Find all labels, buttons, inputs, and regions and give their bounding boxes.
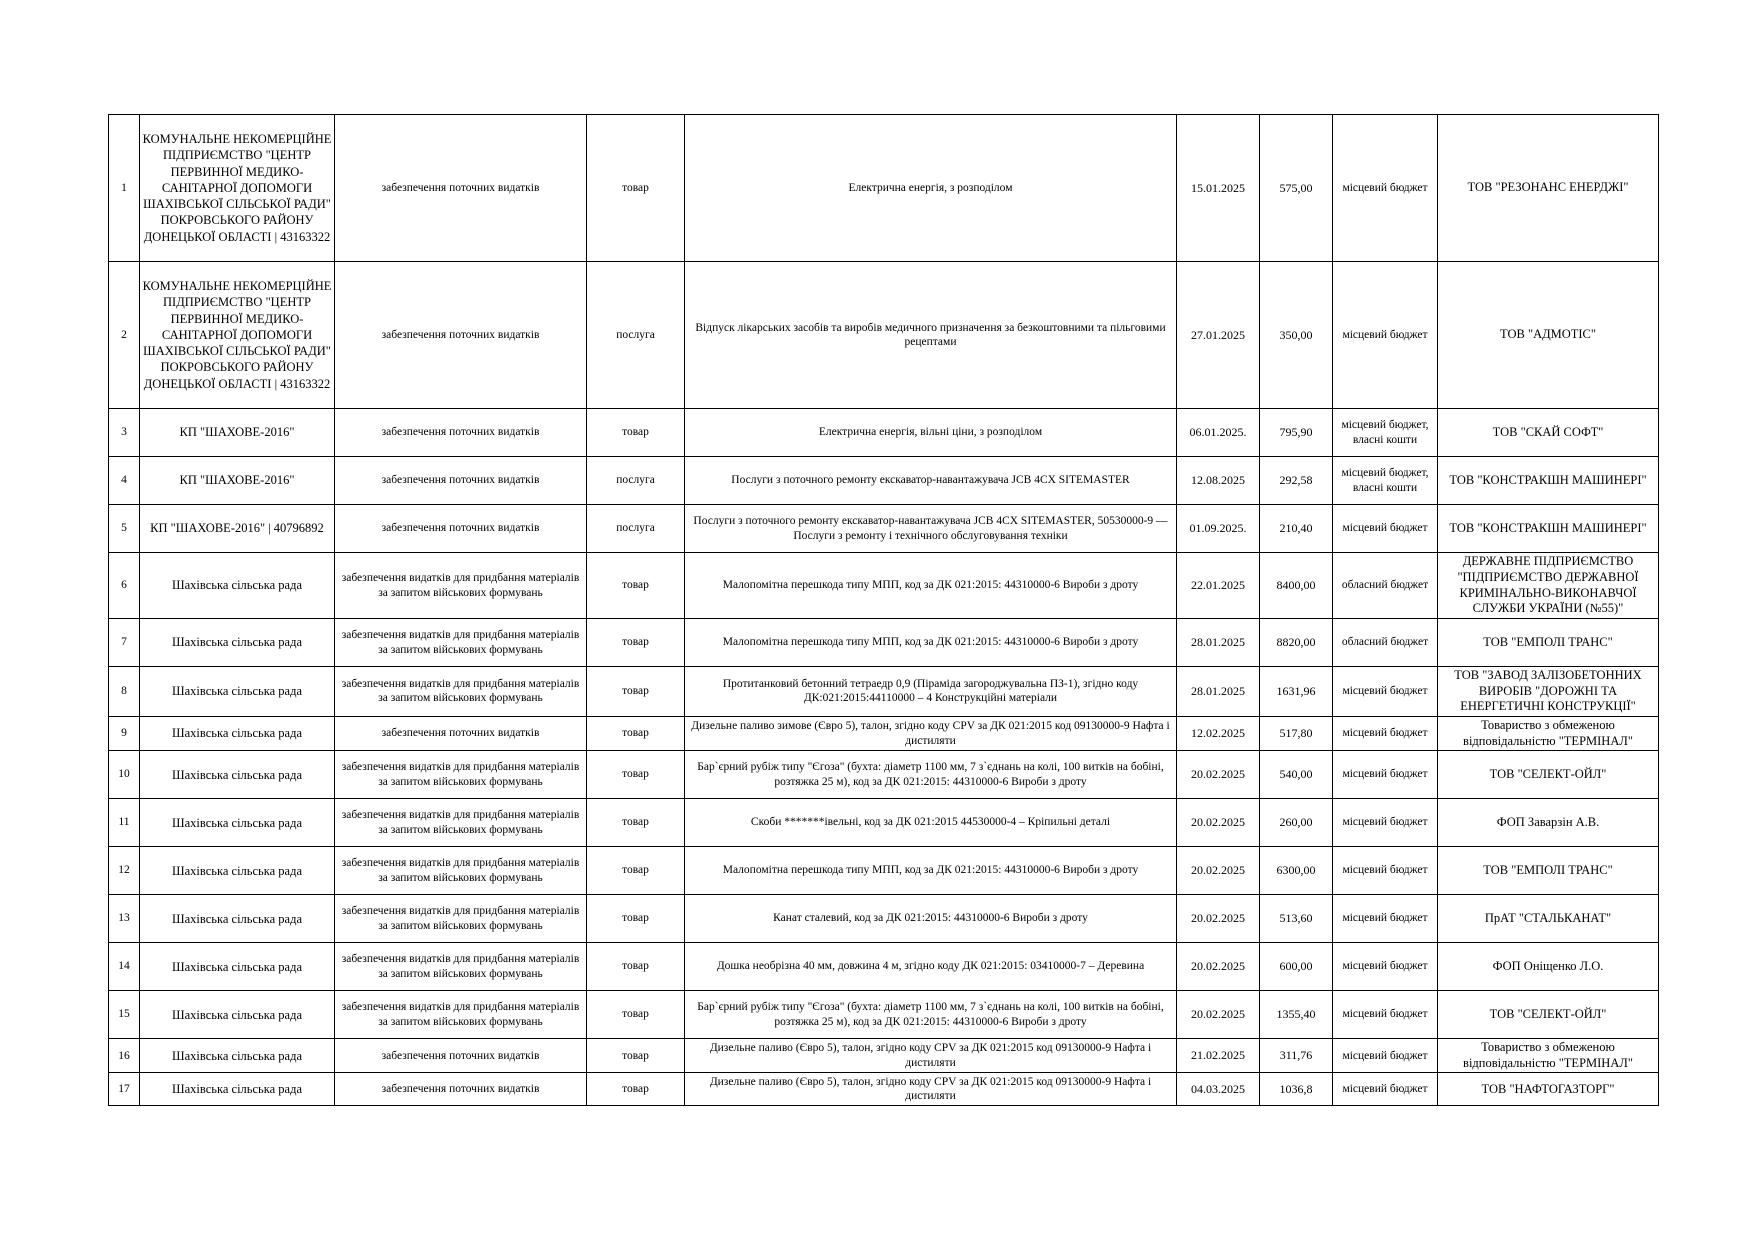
purpose: забезпечення видатків для придбання матеріалів за запитом військових формувань (335, 619, 587, 667)
contract-sum: 260,00 (1260, 799, 1333, 847)
contract-date: 28.01.2025 (1177, 667, 1260, 717)
purpose: забезпечення поточних видатків (335, 1073, 587, 1106)
table-row (109, 667, 1659, 717)
row-number: 8 (109, 667, 140, 717)
purpose: забезпечення поточних видатків (335, 457, 587, 505)
row-number: 1 (109, 115, 140, 262)
row-number: 11 (109, 799, 140, 847)
item-type: товар (587, 991, 685, 1039)
funding-source: місцевий бюджет (1333, 716, 1438, 750)
customer-org: Шахівська сільська рада (140, 991, 335, 1039)
contract-sum: 292,58 (1260, 457, 1333, 505)
item-type: товар (587, 553, 685, 619)
row-number: 15 (109, 991, 140, 1039)
contract-sum: 210,40 (1260, 505, 1333, 553)
customer-org: КП "ШАХОВЕ-2016" | 40796892 (140, 505, 335, 553)
supplier: Товариство з обмеженою відповідальністю "ТЕРМІНАЛ" (1438, 716, 1659, 750)
purpose: забезпечення видатків для придбання матеріалів за запитом військових формувань (335, 991, 587, 1039)
row-number: 10 (109, 751, 140, 799)
funding-source: обласний бюджет (1333, 553, 1438, 619)
procurement-subject: Бар`єрний рубіж типу "Єгоза" (бухта: діаметр 1100 мм, 7 з`єднань на колі, 100 витків на бобіні, розтяжка 25 м), код за ДК 021:2015: 44310000-6 Вироби з дроту (685, 991, 1177, 1039)
item-type: товар (587, 619, 685, 667)
procurement-subject: Дошка необрізна 40 мм, довжина 4 м, згідно коду ДК 021:2015: 03410000-7 – Деревина (685, 943, 1177, 991)
item-type: послуга (587, 457, 685, 505)
row-number: 4 (109, 457, 140, 505)
contract-sum: 8820,00 (1260, 619, 1333, 667)
purpose: забезпечення видатків для придбання матеріалів за запитом військових формувань (335, 799, 587, 847)
customer-org: Шахівська сільська рада (140, 847, 335, 895)
purpose: забезпечення видатків для придбання матеріалів за запитом військових формувань (335, 895, 587, 943)
procurement-subject: Дизельне паливо (Євро 5), талон, згідно коду CPV за ДК 021:2015 код 09130000-9 Нафта і дистиляти (685, 1073, 1177, 1106)
contract-sum: 513,60 (1260, 895, 1333, 943)
procurement-subject: Бар`єрний рубіж типу "Єгоза" (бухта: діаметр 1100 мм, 7 з`єднань на колі, 100 витків на бобіні, розтяжка 25 м), код за ДК 021:2015: 44310000-6 Вироби з дроту (685, 751, 1177, 799)
contract-sum: 1355,40 (1260, 991, 1333, 1039)
table-row (109, 943, 1659, 991)
funding-source: місцевий бюджет (1333, 799, 1438, 847)
table-row (109, 409, 1659, 457)
contract-sum: 311,76 (1260, 1039, 1333, 1073)
procurement-subject: Скоби *******івельні, код за ДК 021:2015 44530000-4 – Кріпильні деталі (685, 799, 1177, 847)
funding-source: місцевий бюджет (1333, 667, 1438, 717)
contract-sum: 1036,8 (1260, 1073, 1333, 1106)
customer-org: Шахівська сільська рада (140, 799, 335, 847)
supplier: ТОВ "ЗАВОД ЗАЛІЗОБЕТОННИХ ВИРОБІВ "ДОРОЖНІ ТА ЕНЕРГЕТИЧНІ КОНСТРУКЦІЇ" (1438, 667, 1659, 717)
contract-date: 27.01.2025 (1177, 262, 1260, 409)
supplier: ТОВ "ЕМПОЛІ ТРАНС" (1438, 847, 1659, 895)
procurement-subject: Дизельне паливо зимове (Євро 5), талон, згідно коду CPV за ДК 021:2015 код 09130000-9 Нафта і дистиляти (685, 716, 1177, 750)
contract-date: 20.02.2025 (1177, 991, 1260, 1039)
customer-org: Шахівська сільська рада (140, 1039, 335, 1073)
supplier: ТОВ "КОНСТРАКШН МАШИНЕРІ" (1438, 457, 1659, 505)
contract-sum: 600,00 (1260, 943, 1333, 991)
customer-org: Шахівська сільська рада (140, 619, 335, 667)
purpose: забезпечення видатків для придбання матеріалів за запитом військових формувань (335, 847, 587, 895)
table-row (109, 457, 1659, 505)
procurement-subject: Канат сталевий, код за ДК 021:2015: 44310000-6 Вироби з дроту (685, 895, 1177, 943)
customer-org: КП "ШАХОВЕ-2016" (140, 409, 335, 457)
customer-org: КОМУНАЛЬНЕ НЕКОМЕРЦІЙНЕ ПІДПРИЄМСТВО "ЦЕНТР ПЕРВИННОЇ МЕДИКО-САНІТАРНОЇ ДОПОМОГИ ШАХІВСЬКОЇ СІЛЬСЬКОЇ РАДИ" ПОКРОВСЬКОГО РАЙОНУ ДОНЕЦЬКОЇ ОБЛАСТІ | 43163322 (140, 115, 335, 262)
procurement-subject: Відпуск лікарських засобів та виробів медичного призначення за безкоштовними та пільговими рецептами (685, 262, 1177, 409)
row-number: 16 (109, 1039, 140, 1073)
table-row (109, 553, 1659, 619)
purpose: забезпечення поточних видатків (335, 505, 587, 553)
supplier: ФОП Оніщенко Л.О. (1438, 943, 1659, 991)
funding-source: місцевий бюджет (1333, 847, 1438, 895)
procurement-subject: Малопомітна перешкода типу МПП, код за ДК 021:2015: 44310000-6 Вироби з дроту (685, 847, 1177, 895)
procurement-subject: Послуги з поточного ремонту екскаватор-навантажувача JCB 4CX SITEMASTER (685, 457, 1177, 505)
table-row (109, 751, 1659, 799)
customer-org: КП "ШАХОВЕ-2016" (140, 457, 335, 505)
contract-sum: 350,00 (1260, 262, 1333, 409)
supplier: ТОВ "ЕМПОЛІ ТРАНС" (1438, 619, 1659, 667)
procurement-subject: Електрична енергія, з розподілом (685, 115, 1177, 262)
customer-org: Шахівська сільська рада (140, 943, 335, 991)
purpose: забезпечення поточних видатків (335, 716, 587, 750)
purpose: забезпечення поточних видатків (335, 409, 587, 457)
item-type: товар (587, 799, 685, 847)
supplier: ТОВ "НАФТОГАЗТОРГ" (1438, 1073, 1659, 1106)
item-type: товар (587, 847, 685, 895)
supplier: ТОВ "КОНСТРАКШН МАШИНЕРІ" (1438, 505, 1659, 553)
supplier: ПрАТ "СТАЛЬКАНАТ" (1438, 895, 1659, 943)
funding-source: місцевий бюджет (1333, 895, 1438, 943)
contract-sum: 795,90 (1260, 409, 1333, 457)
supplier: Товариство з обмеженою відповідальністю "ТЕРМІНАЛ" (1438, 1039, 1659, 1073)
funding-source: місцевий бюджет (1333, 1039, 1438, 1073)
contract-date: 28.01.2025 (1177, 619, 1260, 667)
row-number: 14 (109, 943, 140, 991)
funding-source: місцевий бюджет, власні кошти (1333, 409, 1438, 457)
contract-sum: 1631,96 (1260, 667, 1333, 717)
contract-date: 15.01.2025 (1177, 115, 1260, 262)
supplier: ТОВ "СЕЛЕКТ-ОЙЛ" (1438, 991, 1659, 1039)
table-row (109, 505, 1659, 553)
supplier: ТОВ "АДМОТІС" (1438, 262, 1659, 409)
supplier: ТОВ "СЕЛЕКТ-ОЙЛ" (1438, 751, 1659, 799)
item-type: товар (587, 716, 685, 750)
contract-date: 01.09.2025. (1177, 505, 1260, 553)
customer-org: Шахівська сільська рада (140, 895, 335, 943)
funding-source: обласний бюджет (1333, 619, 1438, 667)
contract-sum: 6300,00 (1260, 847, 1333, 895)
item-type: послуга (587, 505, 685, 553)
funding-source: місцевий бюджет (1333, 505, 1438, 553)
procurement-subject: Дизельне паливо (Євро 5), талон, згідно коду CPV за ДК 021:2015 код 09130000-9 Нафта і дистиляти (685, 1039, 1177, 1073)
customer-org: Шахівська сільська рада (140, 1073, 335, 1106)
customer-org: Шахівська сільська рада (140, 553, 335, 619)
purpose: забезпечення видатків для придбання матеріалів за запитом військових формувань (335, 553, 587, 619)
item-type: товар (587, 751, 685, 799)
contract-date: 12.08.2025 (1177, 457, 1260, 505)
contract-date: 04.03.2025 (1177, 1073, 1260, 1106)
contract-sum: 575,00 (1260, 115, 1333, 262)
item-type: товар (587, 1039, 685, 1073)
contract-date: 12.02.2025 (1177, 716, 1260, 750)
customer-org: Шахівська сільська рада (140, 716, 335, 750)
table-row (109, 115, 1659, 262)
procurement-subject: Електрична енергія, вільні ціни, з розподілом (685, 409, 1177, 457)
funding-source: місцевий бюджет (1333, 262, 1438, 409)
contract-sum: 8400,00 (1260, 553, 1333, 619)
row-number: 2 (109, 262, 140, 409)
funding-source: місцевий бюджет (1333, 1073, 1438, 1106)
contract-sum: 540,00 (1260, 751, 1333, 799)
funding-source: місцевий бюджет (1333, 115, 1438, 262)
item-type: товар (587, 409, 685, 457)
procurement-subject: Малопомітна перешкода типу МПП, код за ДК 021:2015: 44310000-6 Вироби з дроту (685, 553, 1177, 619)
supplier: ТОВ "РЕЗОНАНС ЕНЕРДЖІ" (1438, 115, 1659, 262)
supplier: ДЕРЖАВНЕ ПІДПРИЄМСТВО "ПІДПРИЄМСТВО ДЕРЖАВНОЇ КРИМІНАЛЬНО-ВИКОНАВЧОЇ СЛУЖБИ УКРАЇНИ (№55)" (1438, 553, 1659, 619)
contract-date: 20.02.2025 (1177, 799, 1260, 847)
table-row (109, 799, 1659, 847)
purpose: забезпечення поточних видатків (335, 1039, 587, 1073)
contract-date: 20.02.2025 (1177, 943, 1260, 991)
table-row (109, 895, 1659, 943)
purpose: забезпечення видатків для придбання матеріалів за запитом військових формувань (335, 943, 587, 991)
table-row (109, 1039, 1659, 1073)
purpose: забезпечення видатків для придбання матеріалів за запитом військових формувань (335, 751, 587, 799)
row-number: 6 (109, 553, 140, 619)
contract-sum: 517,80 (1260, 716, 1333, 750)
row-number: 3 (109, 409, 140, 457)
table-row (109, 716, 1659, 750)
contract-date: 20.02.2025 (1177, 847, 1260, 895)
item-type: товар (587, 115, 685, 262)
contract-date: 20.02.2025 (1177, 751, 1260, 799)
supplier: ТОВ "СКАЙ СОФТ" (1438, 409, 1659, 457)
funding-source: місцевий бюджет, власні кошти (1333, 457, 1438, 505)
item-type: послуга (587, 262, 685, 409)
item-type: товар (587, 895, 685, 943)
purpose: забезпечення поточних видатків (335, 262, 587, 409)
customer-org: КОМУНАЛЬНЕ НЕКОМЕРЦІЙНЕ ПІДПРИЄМСТВО "ЦЕНТР ПЕРВИННОЇ МЕДИКО-САНІТАРНОЇ ДОПОМОГИ ШАХІВСЬКОЇ СІЛЬСЬКОЇ РАДИ" ПОКРОВСЬКОГО РАЙОНУ ДОНЕЦЬКОЇ ОБЛАСТІ | 43163322 (140, 262, 335, 409)
purpose: забезпечення поточних видатків (335, 115, 587, 262)
row-number: 12 (109, 847, 140, 895)
table-row (109, 847, 1659, 895)
contract-date: 21.02.2025 (1177, 1039, 1260, 1073)
contract-date: 06.01.2025. (1177, 409, 1260, 457)
row-number: 9 (109, 716, 140, 750)
item-type: товар (587, 943, 685, 991)
funding-source: місцевий бюджет (1333, 991, 1438, 1039)
customer-org: Шахівська сільська рада (140, 667, 335, 717)
procurement-subject: Протитанковий бетонний тетраедр 0,9 (Піраміда загороджувальна ПЗ-1), згідно коду ДК:021:2015:44110000 – 4 Конструкційні матеріали (685, 667, 1177, 717)
contract-date: 22.01.2025 (1177, 553, 1260, 619)
row-number: 13 (109, 895, 140, 943)
item-type: товар (587, 1073, 685, 1106)
row-number: 7 (109, 619, 140, 667)
funding-source: місцевий бюджет (1333, 943, 1438, 991)
table-row (109, 1073, 1659, 1106)
procurement-table (108, 114, 1659, 1106)
table-row (109, 619, 1659, 667)
table-row (109, 262, 1659, 409)
contract-date: 20.02.2025 (1177, 895, 1260, 943)
row-number: 5 (109, 505, 140, 553)
item-type: товар (587, 667, 685, 717)
customer-org: Шахівська сільська рада (140, 751, 335, 799)
procurement-subject: Малопомітна перешкода типу МПП, код за ДК 021:2015: 44310000-6 Вироби з дроту (685, 619, 1177, 667)
table-row (109, 991, 1659, 1039)
procurement-subject: Послуги з поточного ремонту екскаватор-навантажувача JCB 4CX SITEMASTER, 50530000-9 — Послуги з ремонту і технічного обслуговування техніки (685, 505, 1177, 553)
funding-source: місцевий бюджет (1333, 751, 1438, 799)
supplier: ФОП Заварзін А.В. (1438, 799, 1659, 847)
purpose: забезпечення видатків для придбання матеріалів за запитом військових формувань (335, 667, 587, 717)
row-number: 17 (109, 1073, 140, 1106)
